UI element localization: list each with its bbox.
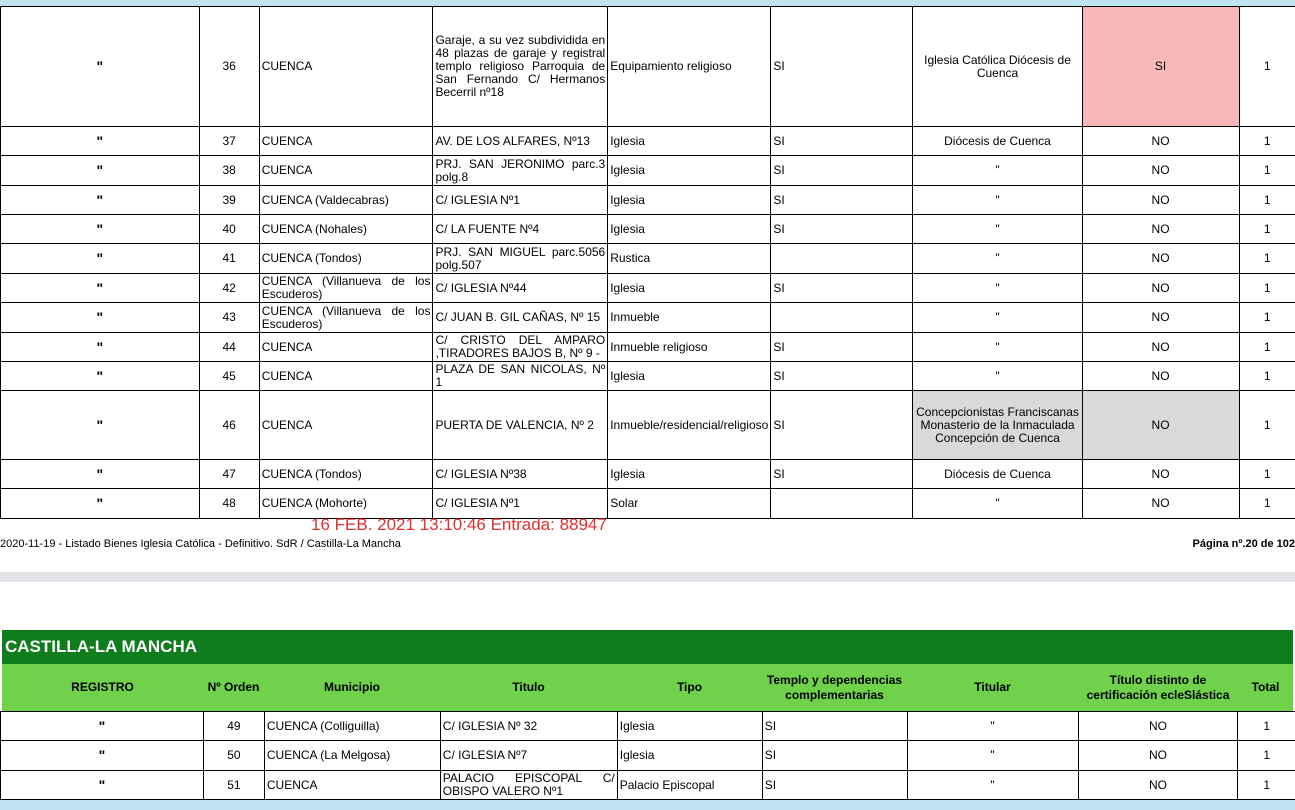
cell-total: 1 [1239, 489, 1295, 519]
cell-titulo: PLAZA DE SAN NICOLAS, Nº 1 [433, 362, 608, 391]
cell-tipo: Iglesia [617, 712, 762, 741]
cell-titulo: C/ IGLESIA Nº7 [440, 741, 617, 771]
cell-orden: 40 [199, 215, 259, 244]
cell-tipo: Iglesia [608, 460, 771, 489]
cell-titulo: C/ CRISTO DEL AMPARO ,TIRADORES BAJOS B, Nº 9 - [433, 333, 608, 362]
cell-titulo-distinto: NO [1082, 215, 1239, 244]
cell-tipo: Iglesia [608, 274, 771, 303]
table-row [1, 7, 1295, 127]
cell-registro: " [1, 362, 200, 391]
cell-orden: 42 [199, 274, 259, 303]
header-templo: Templo y dependencias complementarias [766, 672, 903, 702]
cell-tipo: Iglesia [608, 215, 771, 244]
cell-orden: 48 [199, 489, 259, 519]
cell-titulo-distinto: NO [1082, 460, 1239, 489]
cell-orden: 44 [199, 333, 259, 362]
cell-total: 1 [1239, 274, 1295, 303]
cell-templo: SI [771, 274, 913, 303]
cell-titulo: C/ LA FUENTE Nº4 [433, 215, 608, 244]
cell-templo: SI [771, 127, 913, 156]
cell-municipio: CUENCA (Colliguilla) [264, 712, 440, 741]
cell-orden: 38 [199, 156, 259, 186]
cell-tipo: Inmueble religioso [608, 333, 771, 362]
cell-orden: 43 [199, 303, 259, 333]
cell-titular: Diócesis de Cuenca [913, 127, 1082, 156]
cell-titular: " [913, 489, 1082, 519]
cell-orden: 51 [203, 771, 264, 800]
cell-municipio: CUENCA [259, 156, 433, 186]
header-municipio: Municipio [324, 680, 380, 694]
cell-municipio: CUENCA (Tondos) [259, 244, 433, 274]
cell-municipio: CUENCA [259, 127, 433, 156]
entry-stamp: 16 FEB. 2021 13:10:46 Entrada: 88947 [311, 515, 607, 534]
region-title: CASTILLA-LA MANCHA [2, 630, 1293, 664]
cell-templo: SI [762, 771, 907, 800]
table-row [1, 215, 1295, 244]
header-titulo: Titulo [512, 680, 545, 694]
cell-total: 1 [1239, 7, 1295, 127]
cell-titular: " [907, 712, 1078, 741]
cell-municipio: CUENCA (Villanueva de los Escuderos) [259, 303, 433, 333]
cell-registro: " [1, 489, 200, 519]
cell-total: 1 [1238, 712, 1295, 741]
cell-templo [771, 244, 913, 274]
cell-tipo: Iglesia [617, 741, 762, 771]
cell-municipio: CUENCA [264, 771, 440, 800]
cell-total: 1 [1239, 333, 1295, 362]
cell-titulo-distinto: NO [1082, 489, 1239, 519]
cell-tipo: Equipamiento religioso [608, 7, 771, 127]
cell-municipio: CUENCA (Nohales) [259, 215, 433, 244]
table-row [1, 391, 1295, 460]
cell-templo: SI [771, 333, 913, 362]
header-tipo: Tipo [676, 680, 703, 694]
cell-tipo: Rustica [608, 244, 771, 274]
cell-titulo-distinto: NO [1078, 712, 1238, 741]
cell-titulo-distinto: NO [1082, 244, 1239, 274]
cell-registro: " [1, 156, 200, 186]
cell-titulo-distinto: SI [1082, 7, 1239, 127]
cell-total: 1 [1238, 741, 1295, 771]
cell-titulo: Garaje, a su vez subdividida en 48 plazas de garaje y registral templo religioso Parroquia de San Fernando C/ Hermanos Becerril nº18 [433, 7, 608, 127]
cell-municipio: CUENCA (Valdecabras) [259, 186, 433, 215]
header-titulo-distinto: Título distinto de certificación ecleSlástica [1086, 672, 1230, 702]
bottom-border [0, 800, 1295, 810]
cell-titulo-distinto: NO [1082, 333, 1239, 362]
cell-total: 1 [1239, 127, 1295, 156]
cell-templo: SI [771, 7, 913, 127]
cell-municipio: CUENCA (Villanueva de los Escuderos) [259, 274, 433, 303]
cell-registro: " [1, 186, 200, 215]
cell-templo: SI [771, 215, 913, 244]
cell-titulo-distinto: NO [1082, 362, 1239, 391]
cell-templo: SI [762, 712, 907, 741]
cell-titular: Iglesia Católica Diócesis de Cuenca [913, 7, 1082, 127]
cell-orden: 36 [199, 7, 259, 127]
cell-total: 1 [1239, 362, 1295, 391]
cell-tipo: Iglesia [608, 362, 771, 391]
cell-total: 1 [1239, 186, 1295, 215]
cell-templo: SI [771, 391, 913, 460]
cell-tipo: Solar [608, 489, 771, 519]
table-row [1, 489, 1295, 519]
cell-municipio: CUENCA (La Melgosa) [264, 741, 440, 771]
cell-templo [771, 303, 913, 333]
table-row [1, 362, 1295, 391]
cell-municipio: CUENCA [259, 7, 433, 127]
header-total: Total [1251, 680, 1280, 694]
cell-registro: " [1, 391, 200, 460]
cell-titulo: PRJ. SAN MIGUEL parc.5056 polg.507 [433, 244, 608, 274]
cell-titular: " [907, 771, 1078, 800]
cell-titulo: C/ IGLESIA Nº1 [433, 186, 608, 215]
cell-templo: SI [771, 362, 913, 391]
cell-titulo: PRJ. SAN JERONIMO parc.3 polg.8 [433, 156, 608, 186]
table-row [1, 156, 1295, 186]
cell-orden: 50 [203, 741, 264, 771]
cell-titular: " [907, 741, 1078, 771]
cell-templo [771, 489, 913, 519]
cell-total: 1 [1239, 460, 1295, 489]
cell-orden: 41 [199, 244, 259, 274]
cell-total: 1 [1239, 215, 1295, 244]
table-row [1, 244, 1295, 274]
cell-titulo-distinto: NO [1082, 391, 1239, 460]
cell-titulo: C/ IGLESIA Nº38 [433, 460, 608, 489]
cell-titulo-distinto: NO [1082, 186, 1239, 215]
cell-registro: " [1, 741, 204, 771]
cell-municipio: CUENCA [259, 391, 433, 460]
table-row [1, 186, 1295, 215]
cell-registro: " [1, 215, 200, 244]
table-row [1, 274, 1295, 303]
cell-tipo: Inmueble/residencial/religioso [608, 391, 771, 460]
cell-registro: " [1, 127, 200, 156]
cell-titular: " [913, 303, 1082, 333]
cell-total: 1 [1239, 391, 1295, 460]
cell-tipo: Palacio Episcopal [617, 771, 762, 800]
cell-total: 1 [1238, 771, 1295, 800]
cell-municipio: CUENCA (Tondos) [259, 460, 433, 489]
cell-titulo-distinto: NO [1082, 127, 1239, 156]
cell-titular: " [913, 156, 1082, 186]
table-row [1, 712, 1295, 741]
cell-orden: 45 [199, 362, 259, 391]
cell-templo: SI [771, 460, 913, 489]
cell-titulo-distinto: NO [1078, 771, 1238, 800]
cell-registro: " [1, 244, 200, 274]
table-header-row [2, 664, 1293, 711]
cell-registro: " [1, 712, 204, 741]
cell-titulo-distinto: NO [1078, 741, 1238, 771]
cell-tipo: Inmueble [608, 303, 771, 333]
cell-titulo: C/ IGLESIA Nº 32 [440, 712, 617, 741]
cell-titular: Concepcionistas Franciscanas Monasterio de la Inmaculada Concepción de Cuenca [913, 391, 1082, 460]
header-registro: REGISTRO [71, 680, 134, 694]
header-orden: Nº Orden [207, 680, 260, 694]
cell-registro: " [1, 460, 200, 489]
cell-orden: 49 [203, 712, 264, 741]
records-table-top [0, 6, 1295, 519]
cell-titulo: C/ JUAN B. GIL CAÑAS, Nº 15 [433, 303, 608, 333]
cell-registro: " [1, 771, 204, 800]
cell-titular: " [913, 333, 1082, 362]
cell-templo: SI [762, 741, 907, 771]
cell-titular: " [913, 186, 1082, 215]
cell-titulo: PALACIO EPISCOPAL C/ OBISPO VALERO Nº1 [440, 771, 617, 800]
cell-titulo: AV. DE LOS ALFARES, Nº13 [433, 127, 608, 156]
cell-titular: Diócesis de Cuenca [913, 460, 1082, 489]
table-row [1, 460, 1295, 489]
cell-total: 1 [1239, 244, 1295, 274]
cell-titulo-distinto: NO [1082, 303, 1239, 333]
table-row [1, 303, 1295, 333]
page-separator [0, 572, 1295, 582]
cell-tipo: Iglesia [608, 186, 771, 215]
cell-titulo: PUERTA DE VALENCIA, Nº 2 [433, 391, 608, 460]
records-table-bottom [0, 711, 1295, 800]
cell-titulo-distinto: NO [1082, 274, 1239, 303]
cell-titulo: C/ IGLESIA Nº1 [433, 489, 608, 519]
header-titular: Titular [974, 680, 1011, 694]
cell-registro: " [1, 7, 200, 127]
cell-tipo: Iglesia [608, 127, 771, 156]
cell-titular: " [913, 215, 1082, 244]
cell-total: 1 [1239, 156, 1295, 186]
table-row [1, 127, 1295, 156]
cell-templo: SI [771, 156, 913, 186]
cell-orden: 46 [199, 391, 259, 460]
cell-total: 1 [1239, 303, 1295, 333]
table-row [1, 741, 1295, 771]
cell-registro: " [1, 303, 200, 333]
cell-registro: " [1, 333, 200, 362]
cell-municipio: CUENCA (Mohorte) [259, 489, 433, 519]
table-row [1, 771, 1295, 800]
cell-orden: 39 [199, 186, 259, 215]
cell-orden: 47 [199, 460, 259, 489]
cell-titular: " [913, 362, 1082, 391]
footer-page-number: Página nº.20 de 102 [1192, 538, 1295, 550]
cell-titulo: C/ IGLESIA Nº44 [433, 274, 608, 303]
cell-orden: 37 [199, 127, 259, 156]
table-row [1, 333, 1295, 362]
cell-templo: SI [771, 186, 913, 215]
cell-titular: " [913, 244, 1082, 274]
cell-municipio: CUENCA [259, 362, 433, 391]
cell-municipio: CUENCA [259, 333, 433, 362]
cell-titulo-distinto: NO [1082, 156, 1239, 186]
cell-titular: " [913, 274, 1082, 303]
footer-document-title: 2020-11-19 - Listado Bienes Iglesia Católica - Definitivo. SdR / Castilla-La Mancha [0, 538, 401, 550]
cell-tipo: Iglesia [608, 156, 771, 186]
cell-registro: " [1, 274, 200, 303]
